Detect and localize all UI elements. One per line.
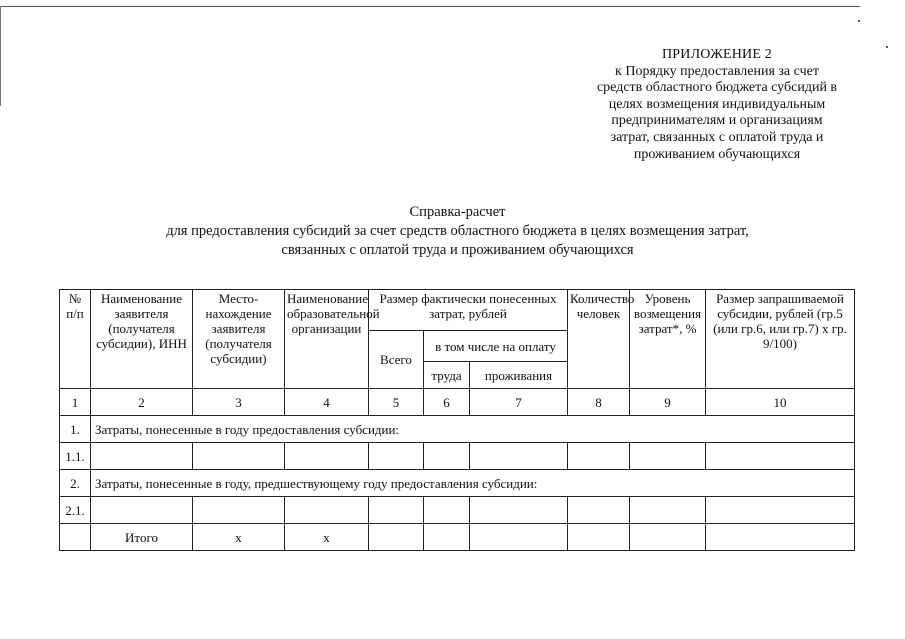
appendix-line: средств областного бюджета субсидий в [596,80,838,96]
header-labor: труда [424,362,470,389]
header-housing: проживания [470,362,568,389]
table-row [60,497,855,524]
table-cell [630,524,706,551]
table-cell [285,497,369,524]
header-total: Всего [369,331,424,389]
total-cell-col4: x [285,524,369,551]
document-subtitle-line: для предоставления субсидий за счет средств областного бюджета в целях возмещения затрат, [166,223,749,239]
appendix-line: к Порядку предоставления за счет [615,63,819,79]
header-num: № п/п [60,290,91,389]
header-actual-costs: Размер фактически понесенных затрат, рублей [369,290,568,331]
section-title: Затраты, понесенные в году, предшествующему году предоставления субсидии: [91,470,855,497]
table-cell [630,497,706,524]
header-edu-org: Наименование образовательной организации [285,290,369,389]
scan-speck [858,20,860,22]
appendix-title: ПРИЛОЖЕНИЕ 2 [661,47,773,62]
header-applicant-location: Место-нахождение заявителя (получателя субсидии) [193,290,285,389]
document-subtitle-line: связанных с оплатой труда и проживанием обучающихся [281,242,634,258]
table-cell [568,524,630,551]
left-border-line [0,6,1,106]
document-title-block [60,203,855,260]
column-number: 4 [285,389,369,416]
table-cell [706,443,855,470]
column-number: 6 [424,389,470,416]
header-including: в том числе на оплату [424,331,568,362]
appendix-line: целях возмещения индивидуальным [608,96,826,112]
appendix-line: проживанием обучающихся [633,146,801,162]
column-number: 9 [630,389,706,416]
document-title: Справка-расчет [409,204,506,220]
top-border-line [0,6,860,7]
scan-speck [886,46,888,48]
section-number: 1. [60,416,91,443]
table-cell [369,524,424,551]
table-cell [60,524,91,551]
section-title: Затраты, понесенные в году предоставления субсидии: [91,416,855,443]
table-row [60,470,855,497]
table-cell [568,497,630,524]
column-number: 2 [91,389,193,416]
table-cell [285,443,369,470]
table-row [60,416,855,443]
table-cell [470,524,568,551]
column-number: 7 [470,389,568,416]
table-cell [369,497,424,524]
table-cell [568,443,630,470]
table-cell [193,443,285,470]
appendix-header [560,47,874,163]
column-number: 5 [369,389,424,416]
row-number: 2.1. [60,497,91,524]
column-number: 1 [60,389,91,416]
column-number: 10 [706,389,855,416]
total-cell-col3: x [193,524,285,551]
header-requested-subsidy: Размер запрашиваемой субсидии, рублей (гр.5 (или гр.6, или гр.7) х гр. 9/100) [706,290,855,389]
total-label: Итого [91,524,193,551]
table-cell [91,497,193,524]
table-cell [193,497,285,524]
header-applicant-name: Наименование заявителя (получателя субсидии), ИНН [91,290,193,389]
total-row [60,524,855,551]
table-cell [369,443,424,470]
table-cell [706,497,855,524]
row-number: 1.1. [60,443,91,470]
column-number: 8 [568,389,630,416]
appendix-line: предпринимателям и организациям [611,113,823,129]
header-people-count: Количество человек [568,290,630,389]
section-number: 2. [60,470,91,497]
table-cell [424,524,470,551]
table-cell [424,497,470,524]
column-number: 3 [193,389,285,416]
table-cell [424,443,470,470]
appendix-line: затрат, связанных с оплатой труда и [610,129,824,145]
table-row [60,443,855,470]
table-cell [470,443,568,470]
table-cell [630,443,706,470]
calculation-table [59,289,855,551]
table-cell [91,443,193,470]
table-cell [470,497,568,524]
table-cell [706,524,855,551]
header-reimbursement-level: Уровень возмещения затрат*, % [630,290,706,389]
